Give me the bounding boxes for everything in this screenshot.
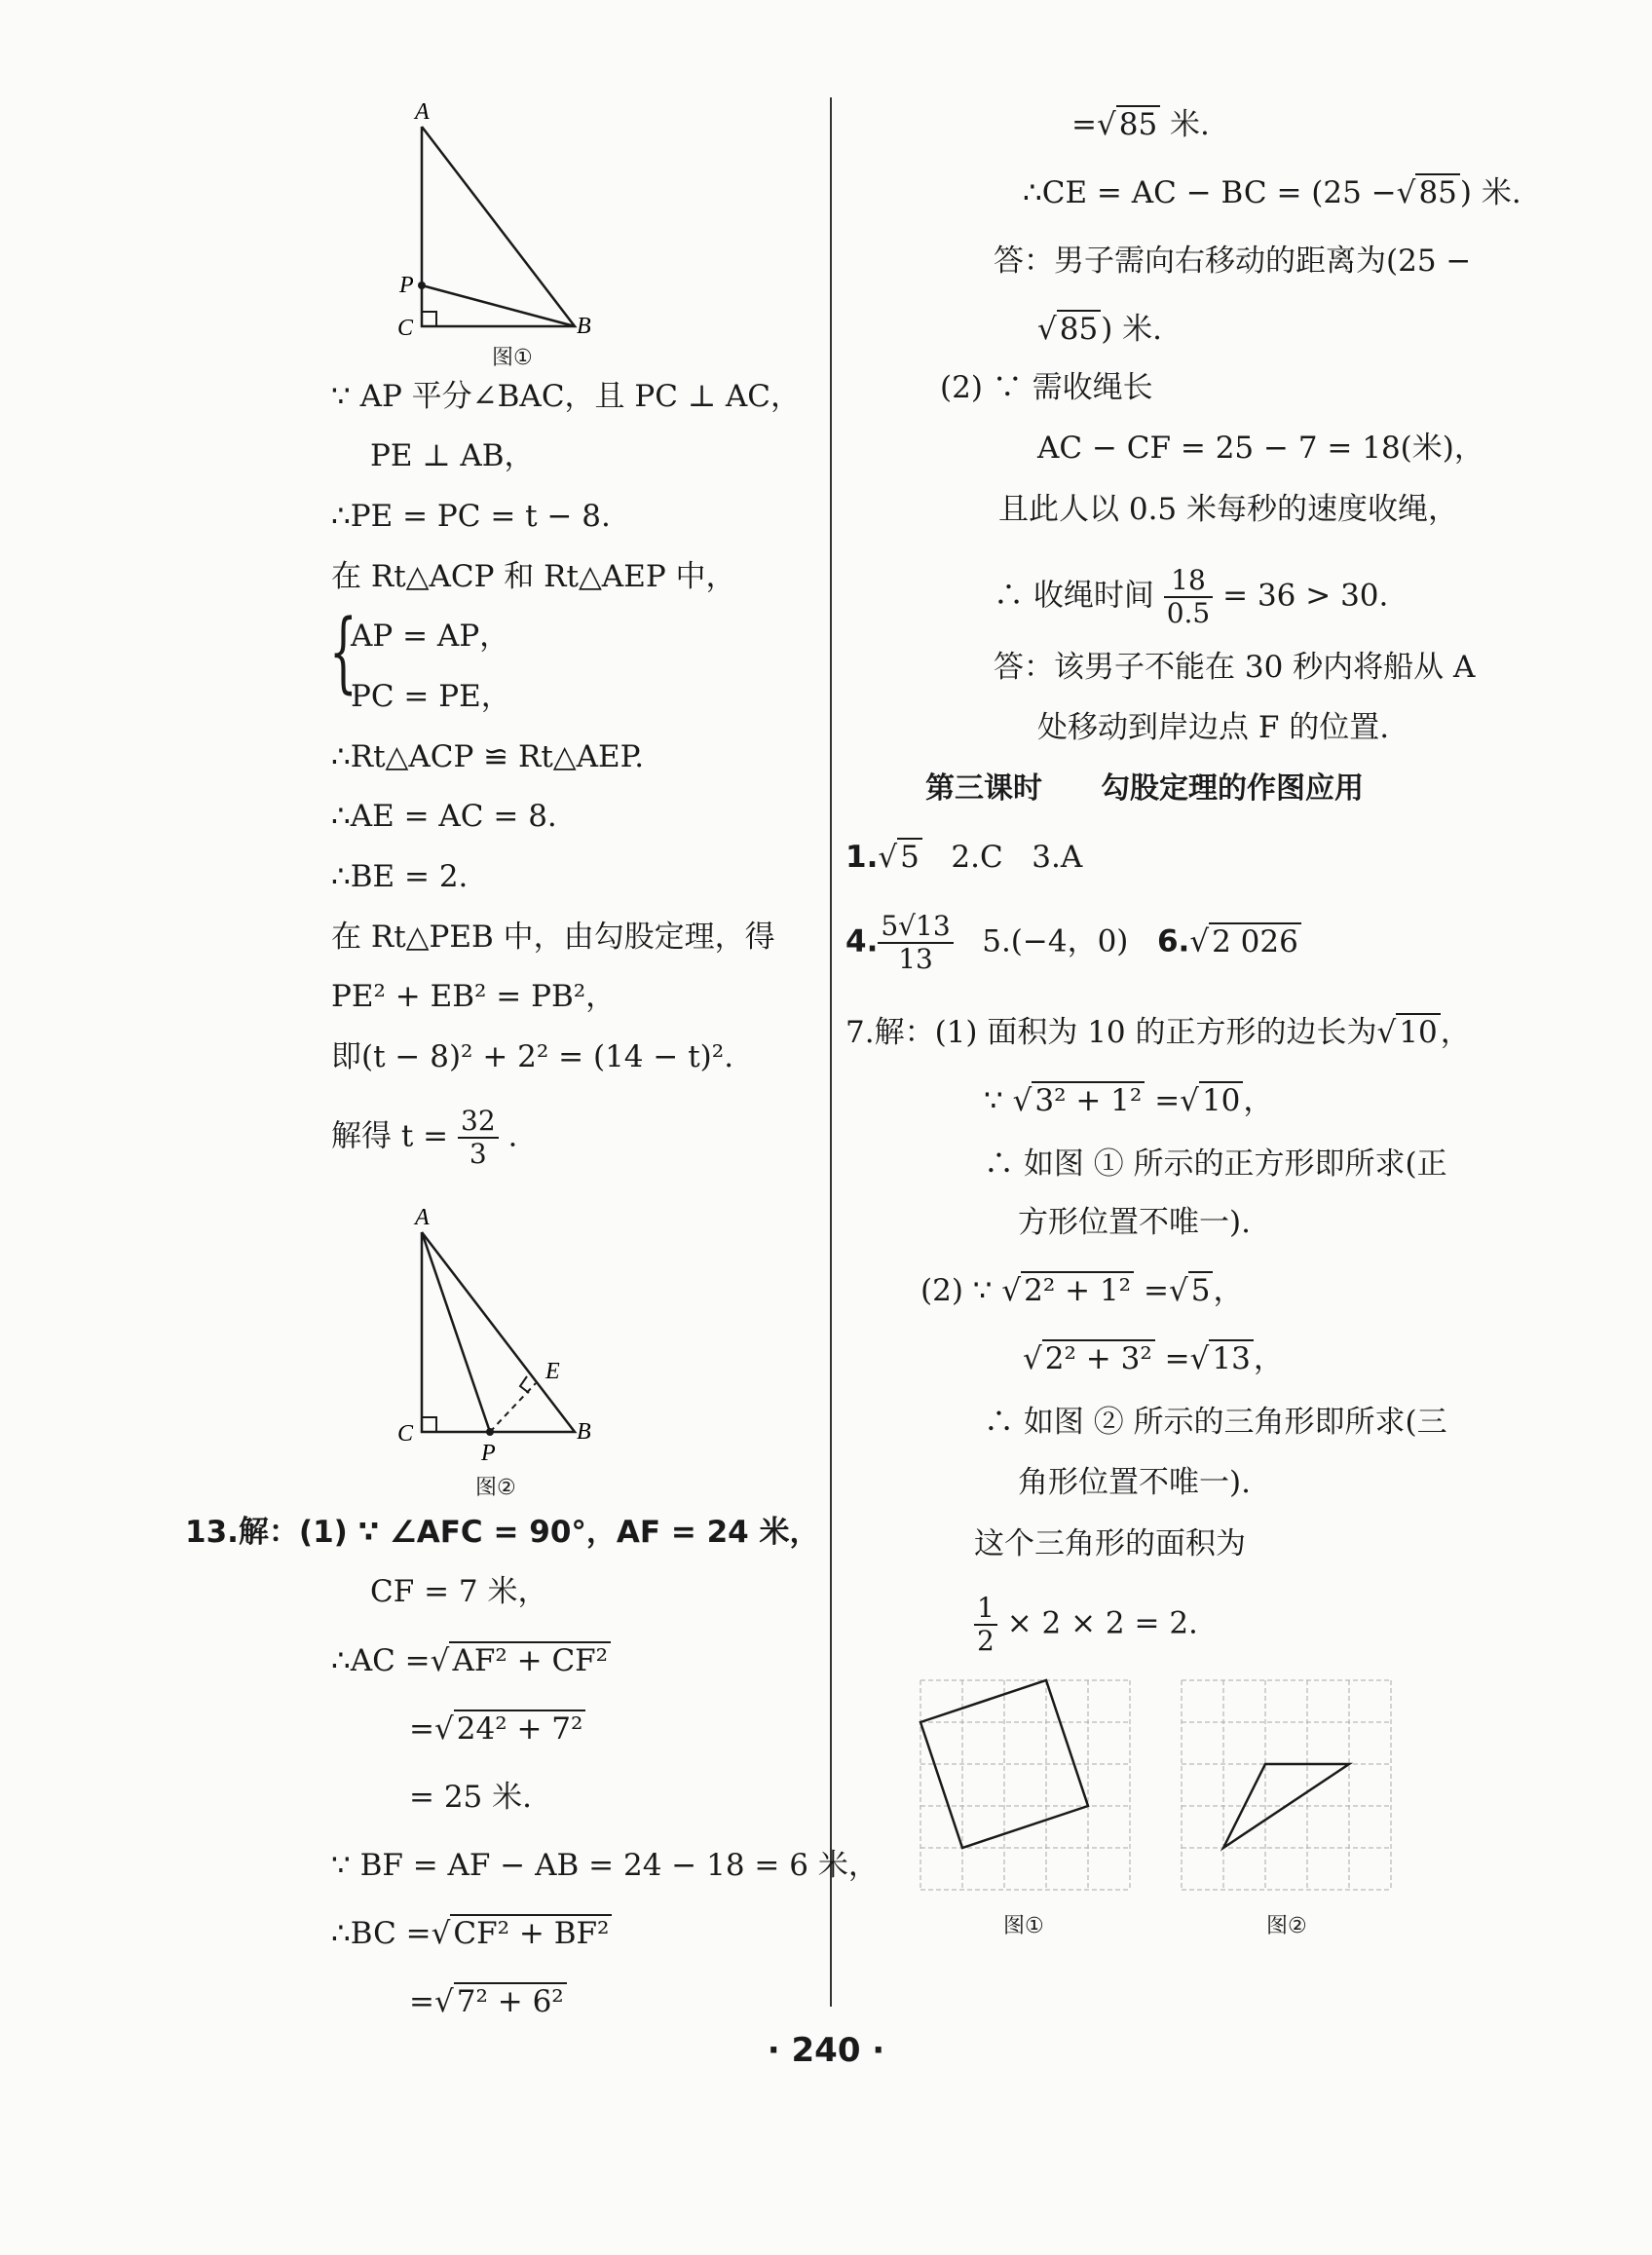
q7-therefore1: ∴ 如图 ① 所示的正方形即所求(正: [984, 1146, 1447, 1182]
ac-radicand: AF² + CF²: [449, 1641, 611, 1678]
r1-radicand: 85: [1116, 105, 1160, 142]
column-divider: [830, 97, 832, 2007]
a1-num: 1.: [845, 840, 879, 875]
r-rope: AC − CF = 25 − 7 = 18(米)，: [1037, 431, 1484, 466]
a3: 3.A: [1032, 840, 1083, 875]
grid-figure-1: [916, 1675, 1135, 1895]
r-answer1-cont: √85) 米.: [1037, 312, 1163, 347]
solve-t-text: 解得 t =: [331, 1118, 449, 1154]
q7a-radicand: 10: [1396, 1013, 1440, 1050]
r8-den: 0.5: [1166, 597, 1211, 630]
solve-t-end: .: [507, 1118, 518, 1154]
a1-radicand: 5: [897, 838, 922, 875]
frac-den: 3: [469, 1138, 487, 1171]
q7a-comma: ，: [1440, 1015, 1471, 1050]
page-number: · 240 ·: [767, 2031, 885, 2070]
q7b-sym: ∵: [984, 1083, 1003, 1118]
grid2-caption: 图②: [1266, 1914, 1307, 1938]
problem-13-ac-result: = 25 米.: [409, 1780, 532, 1815]
q7f-comma: ，: [1253, 1341, 1284, 1376]
r2-radicand: 85: [1415, 173, 1459, 210]
a4-numerator: 5√13: [878, 911, 953, 944]
line-substitute: 即(t − 8)² + 2² = (14 − t)².: [331, 1039, 734, 1074]
fraction-18-0.5: [1164, 565, 1214, 629]
line-pe-perp: PE ⊥ AB，: [370, 438, 535, 473]
a4-num: 4.: [845, 923, 879, 959]
a6-radicand: 2 026: [1209, 922, 1301, 959]
fraction-32-3: [458, 1106, 499, 1170]
fig2-label-b: B: [577, 1419, 591, 1445]
problem-13-line1: [185, 1513, 820, 1552]
p13-text: 13.解：(1) ∵ ∠AFC = 90°，AF = 24 米，: [185, 1515, 820, 1550]
q7a-text: 7.解：(1) 面积为 10 的正方形的边长为: [845, 1015, 1377, 1050]
brace: {: [329, 601, 357, 703]
line-ae-ac: ∴AE = AC = 8.: [331, 799, 557, 834]
problem-13-line2: CF = 7 米，: [370, 1574, 548, 1609]
fig1-label-a: A: [415, 99, 430, 125]
q7f-radicand2: 13: [1209, 1339, 1253, 1376]
fig1-caption: 图①: [492, 346, 533, 370]
r-speed: 且此人以 0.5 米每秒的速度收绳，: [998, 492, 1459, 527]
r-answer2-cont: 处移动到岸边点 F 的位置.: [1037, 710, 1390, 745]
q7j-num: 1: [974, 1593, 997, 1626]
problem-13-bf: ∵ BF = AF − AB = 24 − 18 = 6 米，: [331, 1848, 879, 1883]
figure-2-triangle: [390, 1203, 614, 1476]
q7b-comma: ，: [1243, 1083, 1274, 1118]
q7e-radicand: 2² + 1²: [1021, 1271, 1134, 1308]
bc-sub-radicand: 7² + 6²: [454, 1982, 567, 2019]
figure-1-triangle: [390, 97, 614, 370]
fraction-5sqrt13-13: [878, 911, 953, 975]
line-ap-bisects: ∵ AP 平分∠BAC，且 PC ⊥ AC，: [331, 379, 801, 414]
answers-1-3: 1.√5 2.C 3.A: [845, 840, 1083, 875]
ac-sub-radicand: 24² + 7²: [454, 1710, 586, 1747]
r-answer1: 答：男子需向右移动的距离为(25 −: [994, 244, 1472, 279]
fig2-caption: 图②: [475, 1476, 516, 1500]
q7-area-intro: 这个三角形的面积为: [974, 1526, 1246, 1561]
line-in-rt: 在 Rt△ACP 和 Rt△AEP 中，: [331, 559, 736, 594]
ac-eq: ∴AC =: [331, 1643, 431, 1678]
fig1-label-p: P: [399, 273, 414, 298]
r2-unit: ) 米.: [1459, 175, 1521, 210]
q7e-comma: ，: [1213, 1273, 1244, 1308]
q7e-eq: =: [1143, 1273, 1169, 1308]
line-pythag-intro: 在 Rt△PEB 中，由勾股定理，得: [331, 920, 775, 955]
grid-figure-2: [1177, 1675, 1396, 1895]
r8-result: = 36 > 30.: [1222, 578, 1389, 614]
bc-radicand: CF² + BF²: [450, 1914, 612, 1951]
problem-13-bc: ∴BC =√CF² + BF²: [331, 1914, 612, 1953]
fig2-label-p: P: [481, 1441, 496, 1466]
fig2-label-c: C: [397, 1421, 414, 1447]
section-heading: 第三课时 勾股定理的作图应用: [925, 771, 1364, 806]
q7e-radicand2: 5: [1188, 1271, 1214, 1308]
problem-13-ac: ∴AC =√AF² + CF²: [331, 1641, 611, 1680]
line-pc-pe: PC = PE，: [351, 679, 511, 714]
line-solve-t: [331, 1106, 517, 1170]
line-pe-pc: ∴PE = PC = t − 8.: [331, 499, 611, 534]
r-time: [994, 565, 1388, 629]
r2-text: ∴CE = AC − BC = (25 −: [1023, 175, 1397, 210]
q7f-radicand: 2² + 3²: [1042, 1339, 1155, 1376]
q7e-sym: (2) ∵: [920, 1273, 993, 1308]
fig2-label-a: A: [415, 1205, 430, 1230]
a4-denominator: 13: [898, 943, 933, 976]
fig1-label-b: B: [577, 314, 591, 339]
r8-num: 18: [1164, 565, 1214, 598]
q7-therefore2: ∴ 如图 ② 所示的三角形即所求(三: [984, 1405, 1447, 1440]
line-pythag-eq: PE² + EB² = PB²，: [331, 979, 617, 1014]
q7b-radicand2: 10: [1199, 1081, 1243, 1118]
r-ce: ∴CE = AC − BC = (25 −√85) 米.: [1023, 175, 1521, 210]
q7j-den: 2: [977, 1625, 995, 1658]
r4-radicand: 85: [1057, 310, 1101, 347]
r-answer2: 答：该男子不能在 30 秒内将船从 A: [994, 650, 1476, 685]
a2: 2.C: [951, 840, 1003, 875]
q7-part2: (2) ∵ √2² + 1² =√5，: [920, 1273, 1244, 1308]
q7j-rest: × 2 × 2 = 2.: [1006, 1605, 1198, 1641]
q7b-eq: =: [1154, 1083, 1181, 1118]
ac-sub-eq: =: [409, 1711, 434, 1747]
r1-eq: =: [1071, 107, 1097, 142]
q7-therefore2-cont: 角形位置不唯一).: [1018, 1465, 1251, 1500]
answers-4-6: 4. $\frac{5√13}{13}$ 5.(−4，0) 6.√2 026: [845, 911, 1301, 975]
q7-because1: ∵ √3² + 1² =√10，: [984, 1083, 1274, 1118]
bc-sub-eq: =: [409, 1984, 434, 2019]
frac-num: 32: [458, 1106, 499, 1139]
problem-13-ac-sub: =√24² + 7²: [409, 1710, 585, 1748]
q7-therefore1-cont: 方形位置不唯一).: [1018, 1205, 1251, 1240]
bc-eq: ∴BC =: [331, 1916, 432, 1951]
r8-text: ∴ 收绳时间: [994, 578, 1154, 614]
problem-13-bc-sub: =√7² + 6²: [409, 1982, 567, 2021]
fraction-1-2: [974, 1593, 997, 1657]
r1-unit: 米.: [1160, 107, 1210, 142]
fig1-label-c: C: [397, 316, 414, 341]
q7-area: [974, 1593, 1198, 1657]
line-ap-ap: AP = AP，: [351, 619, 510, 654]
line-congruent: ∴Rt△ACP ≌ Rt△AEP.: [331, 739, 645, 774]
q7b-radicand: 3² + 1²: [1032, 1081, 1145, 1118]
q7f-eq: =: [1164, 1341, 1190, 1376]
r4-unit: ) 米.: [1101, 312, 1163, 347]
a5: 5.(−4，0): [982, 923, 1129, 959]
a6-num: 6.: [1156, 923, 1190, 959]
r-sqrt85: =√85 米.: [1071, 107, 1210, 142]
fig2-label-e: E: [545, 1359, 560, 1384]
r-part2: (2) ∵ 需收绳长: [940, 370, 1153, 405]
line-be: ∴BE = 2.: [331, 859, 469, 894]
grid1-caption: 图①: [1003, 1914, 1044, 1938]
q7-part1: 7.解：(1) 面积为 10 的正方形的边长为√10，: [845, 1015, 1471, 1050]
q7-part2-b: √2² + 3² =√13，: [1023, 1341, 1284, 1376]
